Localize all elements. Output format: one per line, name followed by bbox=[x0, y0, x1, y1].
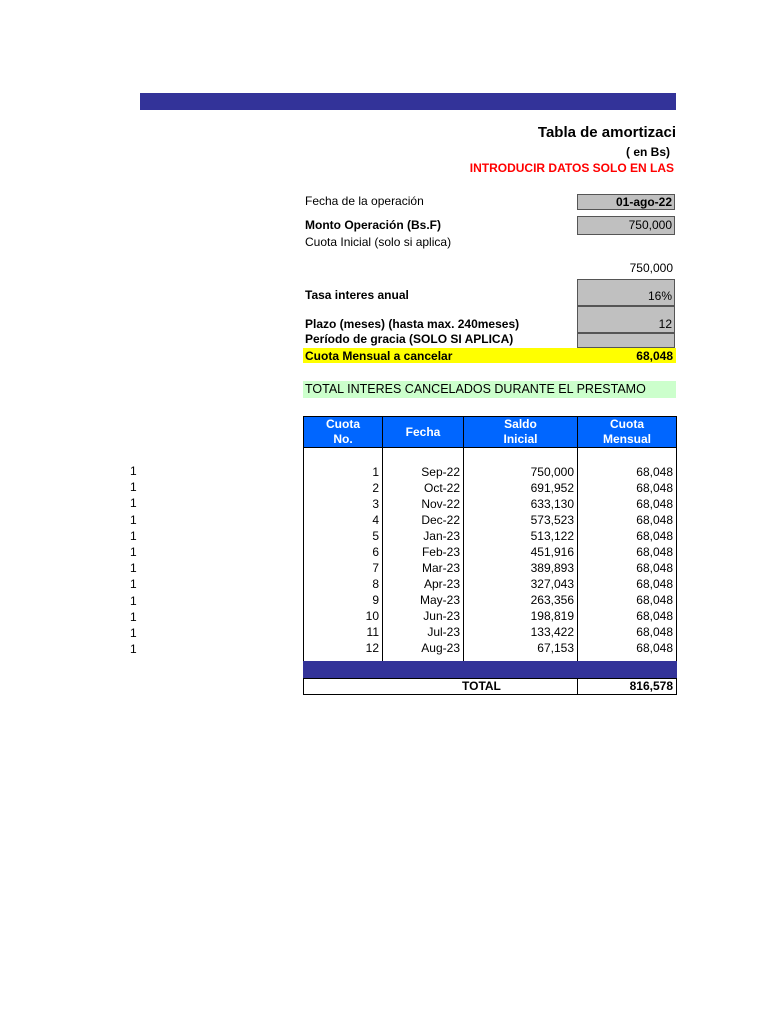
cell-cuota-no: 3 bbox=[304, 496, 383, 512]
amortization-table bbox=[303, 416, 677, 672]
total-value: 816,578 bbox=[629, 679, 673, 693]
tasa-label: Tasa interes anual bbox=[305, 288, 409, 302]
table-row bbox=[304, 592, 677, 608]
cell-cuota-no: 10 bbox=[304, 608, 383, 624]
table-row bbox=[304, 640, 677, 656]
total-intereses-label: TOTAL INTERES CANCELADOS DURANTE EL PRESTAMO bbox=[305, 382, 646, 396]
header-cuota-mensual bbox=[578, 417, 677, 448]
table-row bbox=[304, 496, 677, 512]
cell-fecha: May-23 bbox=[383, 592, 464, 608]
cell-cuota: 68,048 bbox=[578, 528, 677, 544]
cell-saldo: 513,122 bbox=[464, 528, 578, 544]
row-flag: 1 bbox=[130, 626, 137, 640]
cell-saldo: 198,819 bbox=[464, 608, 578, 624]
tasa-input[interactable]: 16% bbox=[577, 279, 675, 306]
cell-fecha: Apr-23 bbox=[383, 576, 464, 592]
cell-cuota: 68,048 bbox=[578, 480, 677, 496]
row-flag: 1 bbox=[130, 480, 137, 495]
cell-cuota-no: 12 bbox=[304, 640, 383, 656]
row-flag: 1 bbox=[130, 545, 137, 559]
header-saldo-line1: Saldo bbox=[504, 417, 537, 431]
cell-cuota-no: 5 bbox=[304, 528, 383, 544]
table-row bbox=[304, 528, 677, 544]
table-header-row bbox=[304, 417, 677, 448]
page-title: Tabla de amortizaci bbox=[537, 124, 676, 141]
cell-cuota-no: 9 bbox=[304, 592, 383, 608]
cell-saldo: 451,916 bbox=[464, 544, 578, 560]
table-row bbox=[304, 544, 677, 560]
cell-cuota: 68,048 bbox=[578, 560, 677, 576]
cell-fecha: Nov-22 bbox=[383, 496, 464, 512]
cell-cuota: 68,048 bbox=[578, 608, 677, 624]
header-mensual-line2: Mensual bbox=[602, 432, 651, 446]
row-flag: 1 bbox=[130, 642, 137, 657]
cell-fecha: Mar-23 bbox=[383, 560, 464, 576]
table-spacer-row bbox=[304, 448, 677, 465]
fecha-label: Fecha de la operación bbox=[305, 194, 424, 208]
plazo-input[interactable]: 12 bbox=[577, 306, 675, 333]
cell-saldo: 691,952 bbox=[464, 480, 578, 496]
cell-cuota: 68,048 bbox=[578, 544, 677, 560]
cell-cuota-no: 1 bbox=[304, 464, 383, 480]
row-flag: 1 bbox=[130, 609, 137, 624]
cell-saldo: 750,000 bbox=[464, 464, 578, 480]
cuota-mensual-value: 68,048 bbox=[636, 349, 673, 363]
gracia-input[interactable] bbox=[577, 333, 675, 348]
cell-cuota-no: 4 bbox=[304, 512, 383, 528]
monto-label: Monto Operación (Bs.F) bbox=[305, 218, 441, 232]
header-cuota-no-line2: No. bbox=[333, 432, 353, 446]
row-flag: 1 bbox=[130, 577, 137, 592]
row-flag: 1 bbox=[130, 528, 137, 543]
row-flag: 1 bbox=[130, 512, 137, 527]
cell-cuota-no: 6 bbox=[304, 544, 383, 560]
monto-neto-value: 750,000 bbox=[629, 261, 673, 275]
table-row bbox=[304, 560, 677, 576]
table-row bbox=[304, 480, 677, 496]
cell-saldo: 263,356 bbox=[464, 592, 578, 608]
cell-saldo: 389,893 bbox=[464, 560, 578, 576]
fecha-input[interactable]: 01-ago-22 bbox=[577, 194, 675, 210]
table-footer-band bbox=[303, 661, 677, 678]
table-row bbox=[304, 512, 677, 528]
cell-saldo: 327,043 bbox=[464, 576, 578, 592]
cell-fecha: Jan-23 bbox=[383, 528, 464, 544]
table-row bbox=[304, 608, 677, 624]
header-saldo-line2: Inicial bbox=[503, 432, 538, 446]
cell-saldo: 133,422 bbox=[464, 624, 578, 640]
total-label: TOTAL bbox=[462, 679, 501, 693]
cell-fecha: Jul-23 bbox=[383, 624, 464, 640]
cell-cuota: 68,048 bbox=[578, 640, 677, 656]
currency-subtitle: ( en Bs) bbox=[625, 145, 670, 159]
cell-cuota: 68,048 bbox=[578, 576, 677, 592]
cell-saldo: 67,153 bbox=[464, 640, 578, 656]
cell-cuota-no: 7 bbox=[304, 560, 383, 576]
input-warning: INTRODUCIR DATOS SOLO EN LAS bbox=[469, 161, 674, 175]
gracia-label: Período de gracia (SOLO SI APLICA) bbox=[305, 332, 514, 346]
cell-cuota: 68,048 bbox=[578, 496, 677, 512]
table-row bbox=[304, 624, 677, 640]
header-mensual-line1: Cuota bbox=[610, 417, 644, 431]
cell-cuota-no: 8 bbox=[304, 576, 383, 592]
row-flag: 1 bbox=[130, 561, 137, 576]
cell-fecha: Dec-22 bbox=[383, 512, 464, 528]
plazo-label: Plazo (meses) (hasta max. 240meses) bbox=[305, 317, 520, 331]
cell-cuota-no: 11 bbox=[304, 624, 383, 640]
cell-fecha: Aug-23 bbox=[383, 640, 464, 656]
header-cuota-no-line1: Cuota bbox=[326, 417, 360, 431]
table-row bbox=[304, 464, 677, 480]
row-flag: 1 bbox=[130, 496, 137, 511]
cell-cuota: 68,048 bbox=[578, 592, 677, 608]
row-flag: 1 bbox=[130, 593, 137, 608]
cell-fecha: Feb-23 bbox=[383, 544, 464, 560]
cell-cuota: 68,048 bbox=[578, 464, 677, 480]
header-cuota-no bbox=[304, 417, 383, 448]
cell-fecha: Sep-22 bbox=[383, 464, 464, 480]
top-banner bbox=[140, 93, 676, 110]
cell-cuota: 68,048 bbox=[578, 624, 677, 640]
header-saldo bbox=[464, 417, 578, 448]
cuota-inicial-label: Cuota Inicial (solo si aplica) bbox=[305, 235, 452, 249]
cuota-mensual-label: Cuota Mensual a cancelar bbox=[305, 349, 453, 363]
cell-cuota: 68,048 bbox=[578, 512, 677, 528]
cell-cuota-no: 2 bbox=[304, 480, 383, 496]
cell-saldo: 573,523 bbox=[464, 512, 578, 528]
cell-fecha: Jun-23 bbox=[383, 608, 464, 624]
cell-fecha: Oct-22 bbox=[383, 480, 464, 496]
monto-input[interactable]: 750,000 bbox=[577, 216, 675, 235]
header-fecha: Fecha bbox=[383, 417, 464, 448]
table-row bbox=[304, 576, 677, 592]
cell-saldo: 633,130 bbox=[464, 496, 578, 512]
row-flag: 1 bbox=[130, 464, 137, 478]
